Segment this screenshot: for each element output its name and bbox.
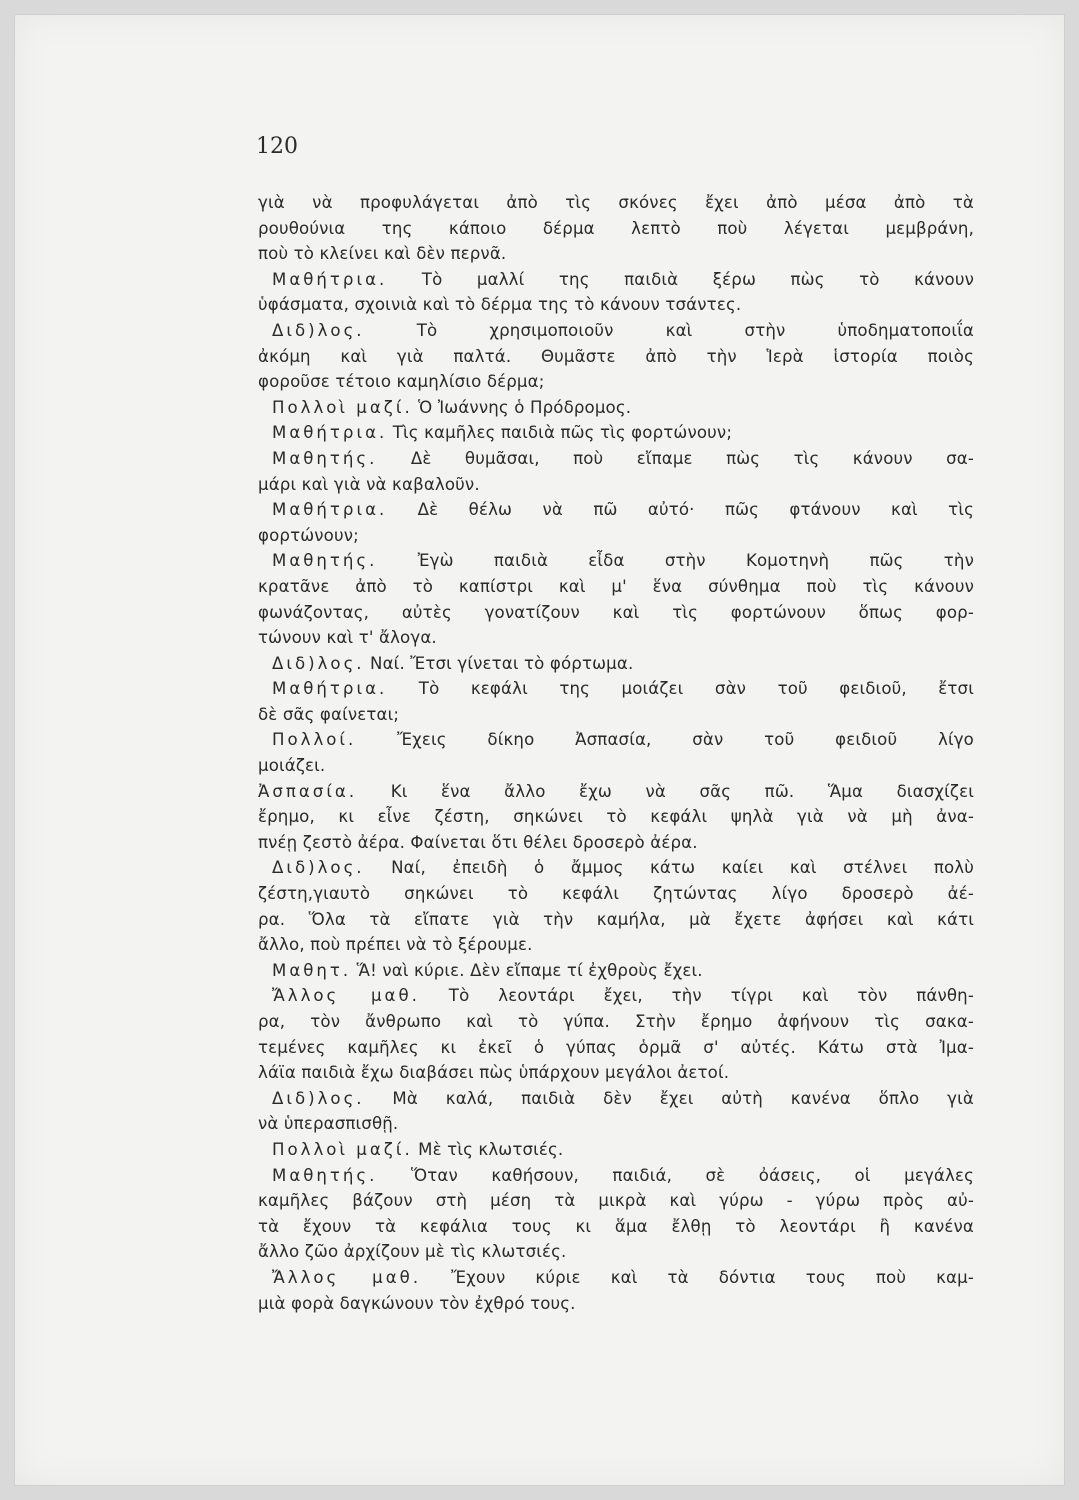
speaker-label: Μαθήτρια. [272, 423, 388, 443]
text-line [258, 190, 974, 216]
line-text: τεμένες καμῆλες κι ἐκεῖ ὁ γύπας ὁρμᾶ σ' αὐτές. Κάτω στὰ Ἰμα- [258, 1037, 974, 1057]
speaker-label: Πολλοὶ μαζί. [272, 1139, 413, 1159]
line-text: Ἅ! ναὶ κύριε. Δὲν εἴπαμε τί ἐχθροὺς ἔχει. [356, 960, 703, 980]
line-text: Ὅταν καθήσουν, παιδιά, σὲ ὀάσεις, οἱ μεγάλες [410, 1165, 974, 1185]
line-text: Κι ἕνα ἄλλο ἔχω νὰ σᾶς πῶ. Ἅμα διασχίζει [390, 781, 974, 801]
text-line [258, 420, 974, 446]
speaker-label: Ἄλλος μαθ. [272, 986, 420, 1006]
line-text: μιὰ φορὰ δαγκώνουν τὸν ἐχθρό τους. [258, 1293, 576, 1313]
text-line [258, 958, 974, 984]
text-line [258, 1137, 974, 1163]
speaker-label: Ἄλλος μαθ. [272, 1267, 422, 1287]
text-line [258, 1086, 974, 1112]
text-line [258, 292, 974, 318]
line-text: νὰ ὑπερασπισθῇ. [258, 1114, 399, 1134]
line-text: ὑφάσματα, σχοινιὰ καὶ τὸ δέρμα της τὸ κάνουν τσάντες. [258, 295, 742, 315]
text-line [258, 625, 974, 651]
line-text: μοιάζει. [258, 756, 326, 776]
line-text: Δὲ θυμᾶσαι, ποὺ εἴπαμε πὼς τὶς κάνουν σα- [410, 448, 974, 468]
text-line [258, 369, 974, 395]
text-line [258, 472, 974, 498]
line-text: Ἐγὼ παιδιὰ εἶδα στὴν Κομοτηνὴ πῶς τὴν [417, 551, 974, 571]
text-line [258, 651, 974, 677]
text-line [258, 1214, 974, 1240]
line-text: φωνάζοντας, αὐτὲς γονατίζουν καὶ τὶς φορτώνουν ὅπως φορ- [258, 602, 974, 622]
text-line [258, 1188, 974, 1214]
text-line [258, 344, 974, 370]
text-line [258, 1163, 974, 1189]
speaker-label: Μαθητ. [272, 960, 352, 980]
text-line [258, 804, 974, 830]
line-text: Μὲ τὶς κλωτσιές. [418, 1139, 564, 1159]
line-text: τὰ ἔχουν τὰ κεφάλια τους κι ἅμα ἔλθῃ τὸ λεοντάρι ἢ κανένα [258, 1216, 974, 1236]
line-text: πνέῃ ζεστὸ ἀέρα. Φαίνεται ὅτι θέλει δροσερὸ ἀέρα. [258, 832, 698, 852]
text-line [258, 1239, 974, 1265]
speaker-label: Μαθήτρια. [272, 679, 388, 699]
body-text [258, 190, 974, 1316]
text-line [258, 446, 974, 472]
text-line [258, 395, 974, 421]
text-line [258, 600, 974, 626]
line-text: λάϊα παιδιὰ ἔχω διαβάσει πὼς ὑπάρχουν μεγάλοι ἀετοί. [258, 1063, 730, 1083]
line-text: φοροῦσε τέτοιο καμηλίσιο δέρμα; [258, 372, 545, 392]
text-line [258, 1009, 974, 1035]
text-line [258, 932, 974, 958]
line-text: Τὸ κεφάλι της μοιάζει σὰν τοῦ φειδιοῦ, ἔτσι [418, 679, 974, 699]
text-line [258, 830, 974, 856]
line-text: Τὸ λεοντάρι ἔχει, τὴν τίγρι καὶ τὸν πάνθη- [448, 986, 974, 1006]
line-text: ἀκόμη καὶ γιὰ παλτά. Θυμᾶστε ἀπὸ τὴν Ἱερὰ ἱστορία ποιὸς [258, 346, 974, 366]
text-line [258, 1035, 974, 1061]
text-line [258, 907, 974, 933]
text-line [258, 241, 974, 267]
text-line [258, 727, 974, 753]
text-line [258, 216, 974, 242]
line-text: Ναί. Ἔτσι γίνεται τὸ φόρτωμα. [370, 653, 634, 673]
line-text: φορτώνουν; [258, 525, 359, 545]
line-text: γιὰ νὰ προφυλάγεται ἀπὸ τὶς σκόνες ἔχει ἀπὸ μέσα ἀπὸ τὰ [258, 193, 974, 212]
text-line [258, 983, 974, 1009]
speaker-label: Μαθητής. [272, 1165, 378, 1185]
speaker-label: Μαθήτρια. [272, 500, 388, 520]
text-line [258, 497, 974, 523]
line-text: ζέστη,γιαυτὸ σηκώνει τὸ κεφάλι ζητώντας λίγο δροσερὸ ἀέ- [258, 884, 974, 904]
text-line [258, 1291, 974, 1317]
line-text: Μὰ καλά, παιδιὰ δὲν ἔχει αὐτὴ κανένα ὅπλο γιὰ [392, 1088, 974, 1108]
text-line [258, 1060, 974, 1086]
line-text: ποὺ τὸ κλείνει καὶ δὲν περνᾶ. [258, 244, 507, 264]
text-line [258, 574, 974, 600]
text-line [258, 318, 974, 344]
line-text: Τὸ χρησιμοποιοῦν καὶ στὴν ὑποδηματοποιΐα [416, 320, 974, 340]
text-line [258, 1111, 974, 1137]
line-text: ρα, τὸν ἄνθρωπο καὶ τὸ γύπα. Στὴν ἔρημο ἀφήνουν τὶς σακα- [258, 1012, 974, 1031]
text-line [258, 881, 974, 907]
text-line [258, 702, 974, 728]
text-line [258, 855, 974, 881]
text-line [258, 548, 974, 574]
line-text: ἄλλο, ποὺ πρέπει νὰ τὸ ξέρουμε. [258, 935, 533, 955]
text-line [258, 753, 974, 779]
text-line [258, 267, 974, 293]
book-page [14, 14, 1065, 1486]
speaker-label: Μαθήτρια. [272, 269, 388, 289]
text-line [258, 1265, 974, 1291]
line-text: Ἔχουν κύριε καὶ τὰ δόντια τους ποὺ καμ- [451, 1267, 974, 1287]
speaker-label: Διδ)λος. [272, 1088, 365, 1108]
speaker-label: Πολλοὶ μαζί. [272, 397, 413, 417]
line-text: ρουθούνια της κάποιο δέρμα λεπτὸ ποὺ λέγεται μεμβράνη, [258, 218, 974, 238]
line-text: δὲ σᾶς φαίνεται; [258, 704, 400, 724]
line-text: ἄλλο ζῶο ἀρχίζουν μὲ τὶς κλωτσιές. [258, 1242, 567, 1262]
speaker-label: Διδ)λος. [272, 858, 365, 878]
speaker-label: Μαθητής. [272, 551, 378, 571]
speaker-label: Ἀσπασία. [258, 781, 358, 801]
text-line [258, 779, 974, 805]
line-text: κρατᾶνε ἀπὸ τὸ καπίστρι καὶ μ' ἕνα σύνθημα ποὺ τὶς κάνουν [258, 576, 974, 596]
speaker-label: Μαθητής. [272, 448, 378, 468]
line-text: Ἔχεις δίκηο Ἀσπασία, σὰν τοῦ φειδιοῦ λίγο [397, 730, 974, 750]
line-text: τώνουν καὶ τ' ἄλογα. [258, 628, 437, 648]
speaker-label: Διδ)λος. [272, 653, 365, 673]
line-text: Ὁ Ἰωάννης ὁ Πρόδρομος. [418, 397, 632, 417]
speaker-label: Πολλοί. [272, 730, 357, 750]
line-text: μάρι καὶ γιὰ νὰ καβαλοῦν. [258, 474, 480, 494]
line-text: Τὶς καμῆλες παιδιὰ πῶς τὶς φορτώνουν; [392, 423, 733, 443]
speaker-label: Διδ)λος. [272, 320, 365, 340]
line-text: Ναί, ἐπειδὴ ὁ ἄμμος κάτω καίει καὶ στέλνει πολὺ [391, 858, 974, 878]
line-text: καμῆλες βάζουν στὴ μέση τὰ μικρὰ καὶ γύρω - γύρω πρὸς αὐ- [258, 1191, 974, 1211]
text-line [258, 676, 974, 702]
line-text: Δὲ θέλω νὰ πῶ αὐτό· πῶς φτάνουν καὶ τὶς [417, 500, 974, 520]
text-line [258, 523, 974, 549]
page-number: 120 [256, 134, 298, 159]
line-text: ἔρημο, κι εἶνε ζέστη, σηκώνει τὸ κεφάλι ψηλὰ γιὰ νὰ μὴ ἀνα- [258, 807, 974, 827]
line-text: Τὸ μαλλί της παιδιὰ ξέρω πὼς τὸ κάνουν [421, 269, 974, 289]
line-text: ρα. Ὅλα τὰ εἴπατε γιὰ τὴν καμήλα, μὰ ἔχετε ἀφήσει καὶ κάτι [258, 909, 974, 929]
